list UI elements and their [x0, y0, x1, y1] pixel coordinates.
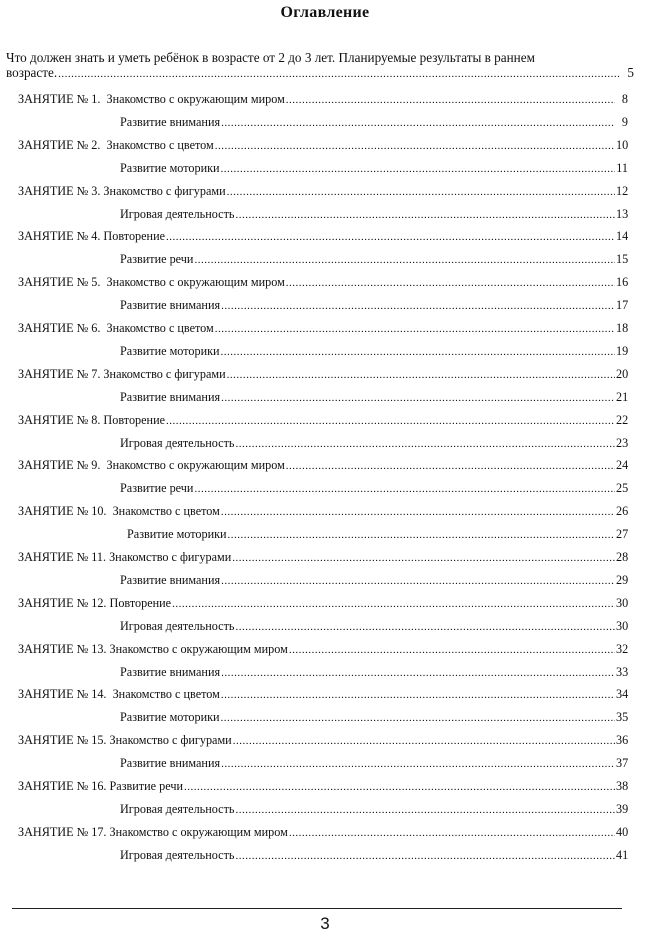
dot-leader: [235, 802, 615, 818]
toc-subentry: [120, 801, 628, 817]
toc-entry-page-number: 40: [616, 824, 629, 839]
dot-leader: [194, 481, 615, 497]
toc-subentry: [120, 343, 628, 359]
dot-leader: [289, 642, 615, 658]
toc-entry-page-number: 26: [616, 504, 629, 519]
toc-entry-title: Развитие речи: [120, 481, 194, 496]
toc-entry-title: Игровая деятельность: [120, 801, 235, 816]
dot-leader: [232, 550, 615, 566]
dot-leader: [235, 619, 615, 635]
toc-entry-page-number: 17: [616, 298, 629, 313]
dot-leader: [233, 733, 615, 749]
toc-subentry: [120, 389, 628, 405]
toc-entry-page-number: 32: [616, 641, 629, 656]
toc-subentry: [120, 206, 628, 222]
toc-entry-page-number: 8: [621, 92, 628, 106]
toc-entry-page-number: 11: [616, 160, 628, 175]
toc-entry-title: Развитие моторики: [120, 343, 220, 358]
toc-entry-title: ЗАНЯТИЕ № 3. Знакомство с фигурами: [18, 183, 226, 198]
intro-entry-line-1: Что должен знать и уметь ребёнок в возрасте от 2 до 3 лет. Планируемые результаты в раннем: [6, 50, 535, 65]
toc-entry-title: Развитие внимания: [120, 664, 221, 679]
toc-entry-page-number: 16: [616, 275, 629, 290]
toc-lesson-entry: [18, 503, 628, 519]
dot-leader: [221, 344, 615, 360]
dot-leader: [221, 573, 615, 589]
dot-leader: [215, 321, 615, 337]
toc-entry-page-number: 25: [616, 481, 629, 496]
toc-entry-page-number: 28: [616, 550, 629, 564]
toc-lesson-entry: [18, 228, 628, 244]
toc-lesson-entry: [18, 549, 628, 565]
toc-entry-title: Игровая деятельность: [120, 435, 235, 450]
dot-leader: [166, 413, 615, 429]
toc-entry-title: ЗАНЯТИЕ № 12. Повторение: [18, 595, 172, 610]
dot-leader: [184, 779, 615, 795]
toc-subentry: [120, 114, 628, 130]
dot-leader: [215, 138, 615, 154]
toc-lesson-entry: [18, 183, 628, 199]
dot-leader: [286, 92, 615, 108]
dot-leader: [172, 596, 615, 612]
dot-leader: [194, 252, 615, 268]
dot-leader: [221, 161, 615, 177]
toc-lesson-entry: [18, 91, 628, 107]
intro-entry-line-2: [6, 65, 634, 82]
toc-lesson-entry: [18, 732, 628, 748]
toc-entry-title: Развитие внимания: [120, 389, 221, 404]
toc-entry-title: Развитие моторики: [127, 527, 227, 542]
dot-leader: [166, 229, 615, 245]
toc-entry-title: ЗАНЯТИЕ № 15. Знакомство с фигурами: [18, 733, 232, 748]
dot-leader: [286, 275, 615, 291]
toc-entry-page-number: 19: [616, 343, 629, 358]
dot-leader: [235, 848, 615, 864]
toc-entry-title: ЗАНЯТИЕ № 4. Повторение: [18, 229, 165, 244]
toc-entry-title: ЗАНЯТИЕ № 10. Знакомство с цветом: [18, 504, 220, 519]
toc-lesson-entry: [18, 320, 628, 336]
toc-subentry: [120, 251, 628, 267]
toc-entry-title: ЗАНЯТИЕ № 5. Знакомство с окружающим миром: [18, 275, 285, 290]
page-title: Оглавление: [280, 4, 370, 21]
dot-leader: [221, 687, 615, 703]
dot-leader: [227, 367, 615, 383]
toc-entry-page-number: 35: [616, 710, 629, 725]
toc-entry-title: Развитие внимания: [120, 114, 221, 129]
toc-entry-title: Развитие моторики: [120, 710, 220, 725]
dot-leader: [227, 184, 615, 200]
toc-entry-title: Развитие внимания: [120, 298, 221, 313]
toc-entry-page-number: 34: [616, 687, 629, 702]
dot-leader: [221, 390, 615, 406]
toc-subentry: [120, 755, 628, 771]
toc-lesson-entry: [18, 595, 628, 611]
dot-leader: [235, 436, 615, 452]
toc-subentry: [120, 572, 628, 588]
toc-entry-title: ЗАНЯТИЕ № 9. Знакомство с окружающим миром: [18, 458, 285, 473]
toc-entry-title: ЗАНЯТИЕ № 13. Знакомство с окружающим миром: [18, 641, 288, 656]
dot-leader: [235, 207, 615, 223]
toc-entry-title: ЗАНЯТИЕ № 7. Знакомство с фигурами: [18, 366, 226, 381]
toc-entry-page-number: 9: [621, 114, 628, 129]
toc-entry-title: Игровая деятельность: [120, 847, 235, 862]
toc-lesson-entry: [18, 274, 628, 290]
dot-leader: [221, 756, 615, 772]
toc-lesson-entry: [18, 778, 628, 794]
toc-entry-page-number: 36: [616, 733, 629, 748]
toc-entry-page-number: 41: [616, 847, 629, 862]
toc-entry-page-number: 13: [616, 206, 629, 221]
toc-subentry: [120, 709, 628, 725]
toc-entry-title: Развитие внимания: [120, 572, 221, 587]
toc-entry-page-number: 10: [616, 137, 629, 152]
toc-entry-page-number: 18: [616, 321, 629, 335]
dot-leader: [221, 298, 615, 314]
toc-entry-title: ЗАНЯТИЕ № 17. Знакомство с окружающим миром: [18, 824, 288, 839]
toc-entry-title: ЗАНЯТИЕ № 14. Знакомство с цветом: [18, 687, 220, 702]
footer-page-number: 3: [320, 914, 330, 933]
toc-entry-title: ЗАНЯТИЕ № 8. Повторение: [18, 412, 165, 427]
toc-lesson-entry: [18, 686, 628, 702]
toc-lesson-entry: [18, 641, 628, 657]
toc-entry-page-number: 37: [616, 756, 629, 771]
toc-lesson-entry: [18, 137, 628, 153]
intro-entry-line-2-text: возрасте.: [6, 65, 58, 80]
toc-entry-title: Развитие моторики: [120, 160, 220, 175]
intro-entry: [6, 50, 634, 82]
dot-leader: [221, 710, 615, 726]
toc-entry-page-number: 12: [616, 183, 629, 198]
toc-lesson-entry: [18, 366, 628, 382]
dot-leader: [58, 67, 621, 82]
dot-leader: [286, 458, 615, 474]
toc-entry-page-number: 22: [616, 412, 629, 427]
toc-entry-title: Игровая деятельность: [120, 618, 235, 633]
toc-entry-title: ЗАНЯТИЕ № 6. Знакомство с цветом: [18, 321, 214, 335]
toc-entry-page-number: 39: [616, 801, 629, 816]
dot-leader: [221, 504, 615, 520]
toc-lesson-entry: [18, 412, 628, 428]
toc-entry-page-number: 38: [616, 779, 629, 793]
toc-entry-title: Развитие речи: [120, 252, 194, 267]
intro-entry-page-number: 5: [627, 65, 634, 80]
toc-entry-title: Игровая деятельность: [120, 206, 235, 221]
toc-subentry: [120, 297, 628, 313]
toc-entry-page-number: 24: [616, 458, 629, 473]
toc-entry-page-number: 23: [616, 435, 629, 450]
toc-subentry: [120, 618, 628, 634]
toc-lesson-entry: [18, 457, 628, 473]
toc-entry-page-number: 30: [616, 618, 629, 633]
toc-entry-page-number: 30: [616, 595, 629, 610]
toc-entry-page-number: 27: [616, 527, 629, 542]
toc-entry-page-number: 33: [616, 664, 629, 679]
toc-lesson-entry: [18, 824, 628, 840]
toc-subentry: [120, 435, 628, 451]
toc-entry-page-number: 14: [616, 229, 629, 244]
toc-subentry: [120, 480, 628, 496]
toc-subentry: [120, 160, 628, 176]
dot-leader: [221, 665, 615, 681]
toc-entry-page-number: 29: [616, 572, 629, 587]
dot-leader: [221, 115, 615, 131]
toc-entry-title: ЗАНЯТИЕ № 16. Развитие речи: [18, 779, 183, 793]
dot-leader: [289, 825, 615, 841]
toc-entry-title: ЗАНЯТИЕ № 1. Знакомство с окружающим миром: [18, 92, 285, 106]
toc-entry-page-number: 15: [616, 252, 629, 267]
toc-subentry: [120, 847, 628, 863]
toc-subentry: [120, 664, 628, 680]
dot-leader: [228, 527, 615, 543]
toc-entry-title: ЗАНЯТИЕ № 2. Знакомство с цветом: [18, 137, 214, 152]
footer-rule: [12, 908, 622, 909]
toc-entry-title: Развитие внимания: [120, 756, 221, 771]
toc-entry-page-number: 21: [616, 389, 629, 404]
toc-subentry: [127, 526, 628, 542]
toc-entry-page-number: 20: [616, 366, 629, 381]
toc-entry-title: ЗАНЯТИЕ № 11. Знакомство с фигурами: [18, 550, 232, 564]
